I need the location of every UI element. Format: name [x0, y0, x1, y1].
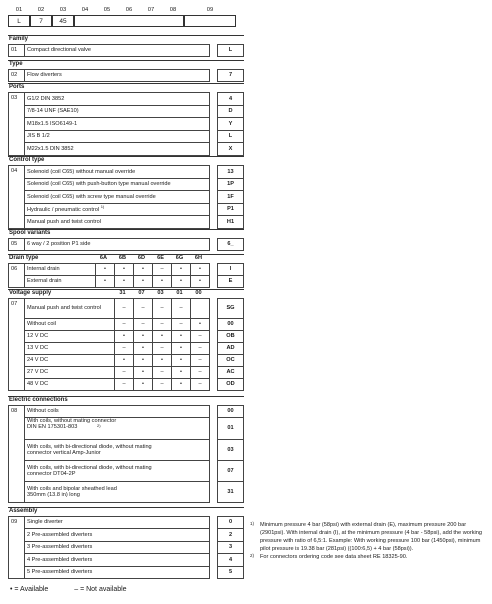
drain-availability-mark: •	[172, 276, 191, 288]
electric-option-label	[25, 406, 210, 418]
drain-availability-mark: •	[153, 276, 172, 288]
spool-gap	[210, 239, 218, 251]
ports-row	[9, 93, 244, 106]
electric-option-line: DIN EN 175301-803	[27, 424, 78, 431]
electric-code: 03	[218, 440, 244, 461]
ports-title: Ports	[9, 84, 25, 90]
voltage-availability-mark: –	[172, 319, 191, 331]
drain-option-label: External drain	[25, 276, 96, 288]
electric-gap	[210, 461, 218, 482]
voltage-availability-mark: –	[115, 343, 134, 355]
drain-gap	[210, 264, 218, 276]
voltage-row	[9, 367, 244, 379]
family-row	[9, 45, 244, 57]
voltage-availability-mark: •	[153, 355, 172, 367]
ports-rule	[8, 83, 244, 84]
ports-row	[9, 105, 244, 118]
drain-availability-mark: •	[134, 276, 153, 288]
footnotes	[250, 521, 486, 562]
footnote-2-mark: 2)	[250, 553, 255, 559]
spool-number: 05	[9, 239, 25, 251]
type-gap	[210, 70, 218, 82]
voltage-gap	[210, 379, 218, 391]
voltage-availability-mark: –	[191, 343, 210, 355]
control-code: 13	[218, 166, 244, 179]
voltage-column-00: 00	[195, 290, 202, 296]
voltage-column-03: 03	[157, 290, 164, 296]
voltage-availability-mark: •	[134, 379, 153, 391]
electric-row	[9, 461, 244, 482]
electric-row	[9, 440, 244, 461]
drain-availability-mark: •	[96, 264, 115, 276]
voltage-availability-mark: –	[153, 299, 172, 319]
voltage-availability-mark: •	[134, 343, 153, 355]
assembly-gap	[210, 529, 218, 541]
drain-column-6D: 6D	[137, 255, 146, 261]
spool-option-label	[25, 239, 210, 251]
voltage-column-01: 01	[176, 290, 183, 296]
type-number: 02	[9, 70, 25, 82]
ports-code: Y	[218, 118, 244, 131]
assembly-row	[9, 517, 244, 529]
electric-table	[8, 405, 244, 503]
code-box-02: 7	[30, 15, 52, 27]
footnote-2	[250, 553, 486, 561]
electric-gap	[210, 406, 218, 418]
control-row	[9, 178, 244, 191]
control-option-text: Manual push and twist control	[27, 218, 102, 225]
electric-option-label	[25, 482, 210, 503]
electric-gap	[210, 440, 218, 461]
assembly-option-text: 3 Pre-assembled diverters	[27, 544, 93, 551]
ports-gap	[210, 130, 218, 143]
drain-column-6B: 6B	[118, 255, 127, 261]
control-gap	[210, 191, 218, 204]
control-option-label	[25, 178, 210, 191]
type-rule	[8, 60, 244, 61]
assembly-row	[9, 554, 244, 566]
voltage-row	[9, 379, 244, 391]
voltage-column-07: 07	[138, 290, 145, 296]
assembly-gap	[210, 554, 218, 566]
voltage-code: SG	[218, 299, 244, 319]
assembly-option-label	[25, 529, 210, 541]
type-code: 7	[218, 70, 244, 82]
drain-table	[8, 263, 244, 288]
assembly-number: 09	[9, 517, 25, 579]
drain-code: I	[218, 264, 244, 276]
electric-code: 07	[218, 461, 244, 482]
voltage-option-label: Without coil	[25, 319, 115, 331]
ports-option-label	[25, 93, 210, 106]
voltage-availability-mark: –	[191, 379, 210, 391]
control-row	[9, 191, 244, 204]
ports-option-text: 7/8-14 UNF (SAE10)	[27, 108, 79, 115]
ports-option-text: M18x1.5 ISO6149-1	[27, 120, 78, 127]
voltage-availability-mark: –	[172, 299, 191, 319]
ports-gap	[210, 105, 218, 118]
voltage-availability-mark: –	[153, 379, 172, 391]
voltage-title: Voltage supply	[9, 290, 52, 296]
voltage-availability-mark: •	[172, 367, 191, 379]
electric-row	[9, 482, 244, 503]
voltage-availability-mark: •	[172, 355, 191, 367]
footnote-ref: 1)	[100, 204, 105, 210]
assembly-rule	[8, 507, 244, 508]
drain-title: Drain type	[9, 255, 39, 261]
electric-option-line: With coils, without mating connector	[27, 418, 117, 424]
assembly-gap	[210, 566, 218, 578]
ports-table	[8, 92, 244, 156]
code-position-05: 05	[103, 7, 111, 13]
assembly-row	[9, 541, 244, 553]
drain-code: E	[218, 276, 244, 288]
type-row	[9, 70, 244, 82]
control-row	[9, 166, 244, 179]
voltage-gap	[210, 299, 218, 319]
family-code: L	[218, 45, 244, 57]
electric-option-label	[25, 418, 210, 440]
assembly-option-text: 2 Pre-assembled diverters	[27, 531, 93, 538]
electric-code: 00	[218, 406, 244, 418]
ports-code: X	[218, 143, 244, 156]
control-option-label	[25, 216, 210, 229]
code-position-01: 01	[15, 7, 23, 13]
code-position-02: 02	[37, 7, 45, 13]
drain-availability-mark: •	[191, 264, 210, 276]
drain-row	[9, 276, 244, 288]
voltage-availability-mark: •	[153, 331, 172, 343]
electric-footnote-wrap	[97, 422, 101, 432]
voltage-number: 07	[9, 299, 25, 391]
ports-code: D	[218, 105, 244, 118]
drain-column-6E: 6E	[157, 255, 164, 261]
ports-option-text: M22x1.5 DIN 3852	[27, 145, 74, 152]
electric-code: 01	[218, 418, 244, 440]
voltage-availability-mark: –	[153, 343, 172, 355]
voltage-availability-mark: –	[115, 319, 134, 331]
electric-row	[9, 406, 244, 418]
code-box-01: L	[8, 15, 30, 27]
voltage-table	[8, 298, 244, 391]
code-position-04: 04	[81, 7, 89, 13]
control-table	[8, 165, 244, 229]
drain-column-6A: 6A	[99, 255, 108, 261]
voltage-availability-mark: –	[153, 319, 172, 331]
assembly-gap	[210, 541, 218, 553]
assembly-row	[9, 529, 244, 541]
ports-code: L	[218, 130, 244, 143]
control-code: H1	[218, 216, 244, 229]
family-table	[8, 44, 244, 57]
spool-code: 6_	[218, 239, 244, 251]
electric-option-line: With coils and bipolar sheathed lead	[27, 485, 117, 492]
voltage-code: OC	[218, 355, 244, 367]
drain-availability-mark: •	[96, 276, 115, 288]
voltage-gap	[210, 367, 218, 379]
control-code: P1	[218, 203, 244, 216]
assembly-code: 2	[218, 529, 244, 541]
voltage-availability-mark: •	[134, 331, 153, 343]
voltage-availability-mark: –	[191, 355, 210, 367]
ports-option-label	[25, 143, 210, 156]
ports-row	[9, 143, 244, 156]
voltage-availability-mark: –	[115, 379, 134, 391]
electric-row	[9, 418, 244, 440]
family-rule	[8, 35, 244, 36]
control-row	[9, 216, 244, 229]
type-table	[8, 69, 244, 82]
control-option-label	[25, 166, 210, 179]
voltage-availability-mark: •	[115, 355, 134, 367]
voltage-option-label: 27 V DC	[25, 367, 115, 379]
family-title: Family	[9, 36, 29, 42]
family-gap	[210, 45, 218, 57]
family-option-label	[25, 45, 210, 57]
assembly-option-label	[25, 517, 210, 529]
code-position-07: 07	[147, 7, 155, 13]
footnote-2-text: For connectors ordering code see data sheet RE 18325-90.	[260, 554, 408, 561]
drain-column-6H: 6H	[194, 255, 203, 261]
electric-number: 08	[9, 406, 25, 503]
assembly-option-label	[25, 554, 210, 566]
voltage-code: 00	[218, 319, 244, 331]
voltage-option-label: 24 V DC	[25, 355, 115, 367]
ports-row	[9, 130, 244, 143]
assembly-code: 0	[218, 517, 244, 529]
voltage-code: OD	[218, 379, 244, 391]
electric-option-line: connector vertical Amp-Junior	[27, 450, 101, 457]
ports-option-label	[25, 130, 210, 143]
footnote-ref: 2)	[97, 422, 101, 428]
voltage-code: AC	[218, 367, 244, 379]
electric-gap	[210, 418, 218, 440]
voltage-row	[9, 343, 244, 355]
electric-option-line: connector DT04-2P	[27, 471, 76, 478]
electric-option-line: Without coils	[27, 408, 59, 415]
control-option-text: Hydraulic / pneumatic control	[27, 206, 100, 213]
assembly-code: 4	[218, 554, 244, 566]
voltage-availability-mark: •	[115, 331, 134, 343]
ports-option-text: JIS B 1/2	[27, 133, 50, 140]
control-code: 1F	[218, 191, 244, 204]
electric-option-line: 350mm (13.8 in) long	[27, 492, 80, 499]
drain-availability-mark: •	[115, 276, 134, 288]
ports-gap	[210, 118, 218, 131]
voltage-availability-mark: –	[134, 319, 153, 331]
ports-code: 4	[218, 93, 244, 106]
drain-availability-mark: •	[172, 264, 191, 276]
drain-number: 06	[9, 264, 25, 288]
family-option-text: Compact directional valve	[27, 47, 92, 54]
assembly-code: 5	[218, 566, 244, 578]
voltage-availability-mark: •	[172, 331, 191, 343]
drain-availability-mark: •	[191, 276, 210, 288]
drain-availability-mark: –	[153, 264, 172, 276]
assembly-gap	[210, 517, 218, 529]
code-position-03: 03	[59, 7, 67, 13]
legend-not-available: – = Not available	[74, 586, 127, 593]
footnote-1-text: Minimum pressure 4 bar (58psi) with external drain (E), maximum pressure 200 bar (2901psi). With internal drain (I), at the minimum pressure (4 bar - 58psi), add the working pressure with ratio of 6,5:1. Example: With working pressure 100 bar (1450psi), minimum pilot pressure is 19.38 bar (281psi) ((100:6,5) + 4 bar (58psi)).	[260, 522, 482, 553]
voltage-availability-mark: –	[134, 299, 153, 319]
control-gap	[210, 216, 218, 229]
electric-option-line: With coils, with bi-directional diode, without mating	[27, 443, 152, 450]
assembly-table	[8, 516, 244, 579]
legend-available: • = Available	[10, 586, 49, 593]
voltage-option-label: 12 V DC	[25, 331, 115, 343]
ports-option-label	[25, 105, 210, 118]
control-option-label	[25, 191, 210, 204]
spool-title: Spool variants	[9, 230, 51, 236]
family-number: 01	[9, 45, 25, 57]
control-title: Control type	[9, 157, 45, 163]
type-title: Type	[9, 61, 23, 67]
voltage-row	[9, 331, 244, 343]
availability-legend	[10, 586, 127, 594]
assembly-row	[9, 566, 244, 578]
code-box-blank	[74, 15, 184, 27]
voltage-gap	[210, 343, 218, 355]
electric-option-label	[25, 461, 210, 482]
electric-option-line: With coils, with bi-directional diode, without mating	[27, 464, 152, 471]
assembly-option-label	[25, 566, 210, 578]
voltage-gap	[210, 319, 218, 331]
footnote-1	[250, 521, 486, 553]
drain-gap	[210, 276, 218, 288]
voltage-code: OB	[218, 331, 244, 343]
footnote-1-mark: 1)	[250, 521, 255, 526]
spool-table	[8, 238, 244, 251]
voltage-row	[9, 355, 244, 367]
control-row	[9, 203, 244, 216]
assembly-option-label	[25, 541, 210, 553]
control-option-label	[25, 203, 210, 216]
control-gap	[210, 166, 218, 179]
control-option-text: Solenoid (coil C65) with screw type manual override	[27, 193, 156, 200]
drain-option-label: Internal drain	[25, 264, 96, 276]
voltage-availability-mark: •	[191, 319, 210, 331]
voltage-availability-mark: •	[134, 367, 153, 379]
voltage-availability-mark: •	[172, 343, 191, 355]
type-option-text: Flow diverters	[27, 72, 62, 79]
ports-option-text: G1/2 DIN 3852	[27, 95, 65, 102]
drain-availability-mark: •	[134, 264, 153, 276]
voltage-row	[9, 319, 244, 331]
drain-row	[9, 264, 244, 276]
drain-column-6G: 6G	[175, 255, 184, 261]
control-number: 04	[9, 166, 25, 229]
voltage-gap	[210, 331, 218, 343]
voltage-availability-mark: –	[153, 367, 172, 379]
code-position-06: 06	[125, 7, 133, 13]
voltage-availability-mark: –	[191, 331, 210, 343]
ports-row	[9, 118, 244, 131]
voltage-availability-mark: –	[115, 367, 134, 379]
ports-option-label	[25, 118, 210, 131]
drain-availability-mark: •	[115, 264, 134, 276]
assembly-option-text: 5 Pre-assembled diverters	[27, 569, 93, 576]
code-position-09: 09	[206, 7, 214, 13]
control-option-text: Solenoid (coil C65) without manual override	[27, 168, 136, 175]
voltage-option-label: Manual push and twist control	[25, 299, 115, 319]
assembly-option-text: Single diverter	[27, 519, 63, 526]
voltage-option-label: 48 V DC	[25, 379, 115, 391]
control-gap	[210, 203, 218, 216]
control-gap	[210, 178, 218, 191]
electric-code: 31	[218, 482, 244, 503]
ports-number: 03	[9, 93, 25, 156]
code-box-09	[184, 15, 236, 27]
code-box-03: 45	[52, 15, 74, 27]
assembly-option-text: 4 Pre-assembled diverters	[27, 556, 93, 563]
voltage-code: AD	[218, 343, 244, 355]
voltage-option-label: 13 V DC	[25, 343, 115, 355]
code-position-08: 08	[169, 7, 177, 13]
type-option-label	[25, 70, 210, 82]
voltage-availability-mark: –	[115, 299, 134, 319]
electric-gap	[210, 482, 218, 503]
ports-gap	[210, 143, 218, 156]
voltage-row	[9, 299, 244, 319]
voltage-column-31: 31	[119, 290, 126, 296]
voltage-gap	[210, 355, 218, 367]
voltage-availability-mark: •	[134, 355, 153, 367]
spool-option-text: 6 way / 2 position P1 side	[27, 241, 91, 248]
electric-option-label	[25, 440, 210, 461]
ports-gap	[210, 93, 218, 106]
electric-title: Electric connections	[9, 397, 68, 403]
assembly-code: 3	[218, 541, 244, 553]
assembly-title: Assembly	[9, 508, 38, 514]
voltage-availability-mark: –	[191, 367, 210, 379]
control-option-text: Solenoid (coil C65) with push-button type manual override	[27, 181, 171, 188]
spool-row	[9, 239, 244, 251]
voltage-availability-mark: •	[172, 379, 191, 391]
voltage-availability-mark	[191, 299, 210, 319]
control-code: 1P	[218, 178, 244, 191]
